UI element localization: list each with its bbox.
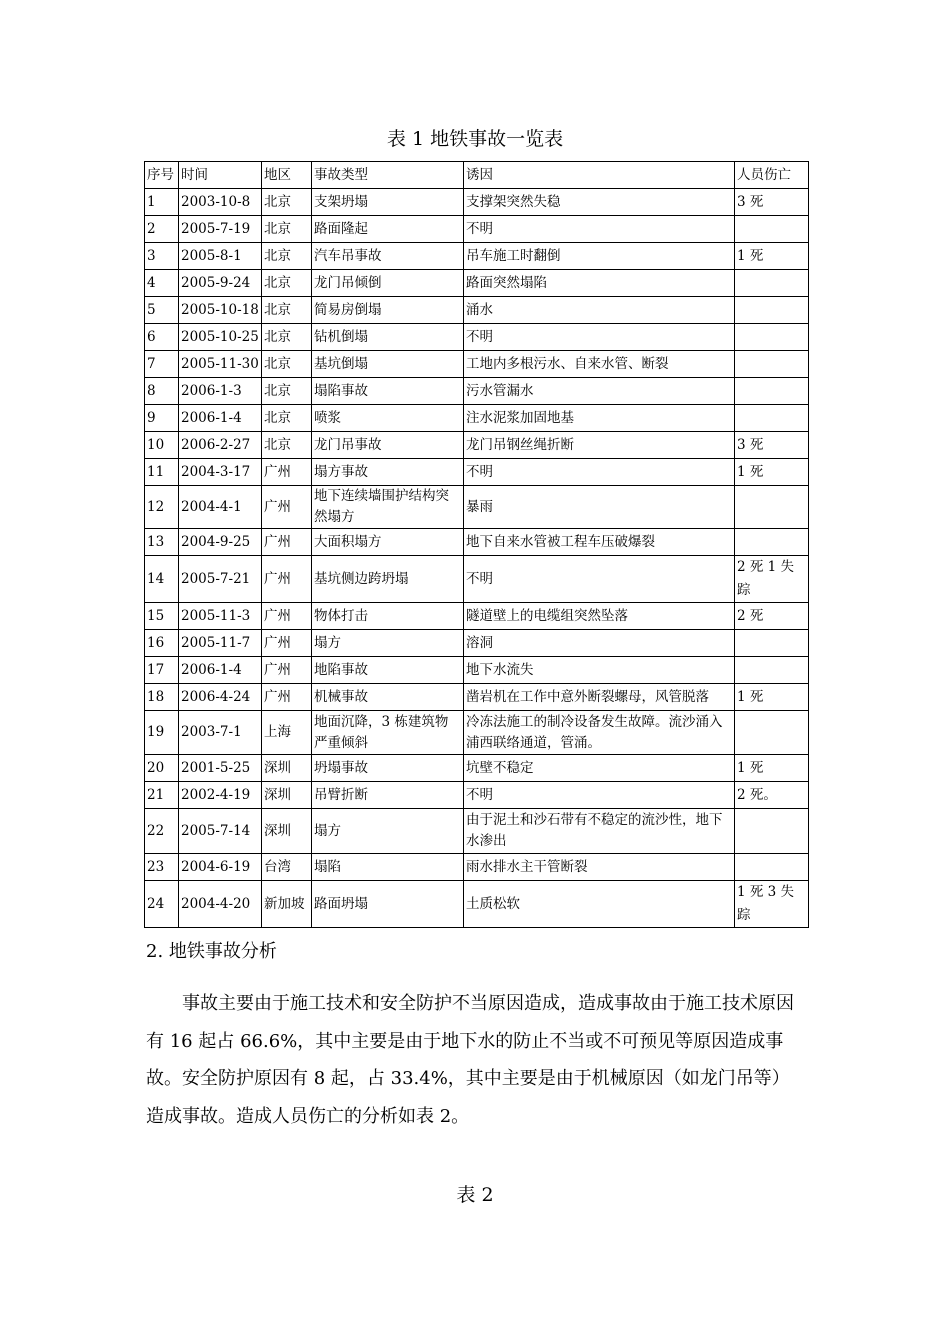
cell-casualties: 3 死 [735, 432, 809, 459]
cell-date: 2002-4-19 [179, 782, 262, 809]
cell-cause: 土质松软 [464, 881, 735, 928]
table-row [145, 854, 809, 881]
cell-index: 21 [145, 782, 179, 809]
cell-index: 10 [145, 432, 179, 459]
cell-cause: 污水管漏水 [464, 378, 735, 405]
table-row [145, 486, 809, 529]
table-row [145, 351, 809, 378]
accident-table [144, 161, 809, 928]
table-row [145, 432, 809, 459]
cell-date: 2004-9-25 [179, 529, 262, 556]
cell-date: 2004-4-20 [179, 881, 262, 928]
cell-index: 14 [145, 556, 179, 603]
cell-index: 12 [145, 486, 179, 529]
cell-region: 广州 [262, 529, 312, 556]
cell-region: 广州 [262, 459, 312, 486]
cell-index: 13 [145, 529, 179, 556]
cell-casualties [735, 486, 809, 529]
cell-cause: 不明 [464, 556, 735, 603]
cell-casualties: 2 死 [735, 603, 809, 630]
cell-index: 6 [145, 324, 179, 351]
cell-cause: 不明 [464, 782, 735, 809]
table-row [145, 684, 809, 711]
cell-accident-type: 喷浆 [312, 405, 464, 432]
header-accident-type: 事故类型 [312, 162, 464, 189]
cell-date: 2004-3-17 [179, 459, 262, 486]
cell-region: 深圳 [262, 755, 312, 782]
cell-date: 2005-11-30 [179, 351, 262, 378]
cell-accident-type: 简易房倒塌 [312, 297, 464, 324]
header-region: 地区 [262, 162, 312, 189]
cell-date: 2005-7-14 [179, 809, 262, 854]
cell-casualties: 3 死 [735, 189, 809, 216]
cell-region: 台湾 [262, 854, 312, 881]
section-heading: 2. 地铁事故分析 [146, 941, 277, 962]
cell-casualties [735, 630, 809, 657]
cell-date: 2005-9-24 [179, 270, 262, 297]
cell-region: 深圳 [262, 809, 312, 854]
cell-date: 2004-6-19 [179, 854, 262, 881]
table-row [145, 270, 809, 297]
cell-region: 北京 [262, 351, 312, 378]
table-row [145, 556, 809, 603]
cell-index: 3 [145, 243, 179, 270]
header-index: 序号 [145, 162, 179, 189]
cell-date: 2006-2-27 [179, 432, 262, 459]
cell-accident-type: 基坑倒塌 [312, 351, 464, 378]
table-row [145, 189, 809, 216]
cell-region: 广州 [262, 556, 312, 603]
cell-index: 5 [145, 297, 179, 324]
table-row [145, 881, 809, 928]
cell-casualties [735, 297, 809, 324]
cell-index: 24 [145, 881, 179, 928]
cell-cause: 工地内多根污水、自来水管、断裂 [464, 351, 735, 378]
table-row [145, 603, 809, 630]
table-row [145, 459, 809, 486]
cell-cause: 溶洞 [464, 630, 735, 657]
cell-accident-type: 塌方 [312, 809, 464, 854]
cell-accident-type: 机械事故 [312, 684, 464, 711]
cell-index: 23 [145, 854, 179, 881]
cell-index: 20 [145, 755, 179, 782]
table-row [145, 405, 809, 432]
cell-cause: 隧道壁上的电缆组突然坠落 [464, 603, 735, 630]
cell-index: 2 [145, 216, 179, 243]
cell-region: 北京 [262, 324, 312, 351]
cell-region: 广州 [262, 657, 312, 684]
cell-index: 7 [145, 351, 179, 378]
cell-region: 深圳 [262, 782, 312, 809]
cell-cause: 路面突然塌陷 [464, 270, 735, 297]
cell-casualties [735, 378, 809, 405]
cell-accident-type: 路面坍塌 [312, 881, 464, 928]
cell-cause: 不明 [464, 216, 735, 243]
table2-caption: 表 2 [456, 1184, 494, 1206]
cell-cause: 由于泥土和沙石带有不稳定的流沙性，地下水渗出 [464, 809, 735, 854]
cell-cause: 注水泥浆加固地基 [464, 405, 735, 432]
cell-casualties [735, 405, 809, 432]
cell-casualties: 1 死 [735, 755, 809, 782]
cell-index: 18 [145, 684, 179, 711]
table-row [145, 782, 809, 809]
cell-index: 4 [145, 270, 179, 297]
cell-cause: 不明 [464, 324, 735, 351]
table-row [145, 755, 809, 782]
cell-casualties: 1 死 3 失踪 [735, 881, 809, 928]
table-row [145, 711, 809, 755]
cell-casualties [735, 854, 809, 881]
cell-index: 15 [145, 603, 179, 630]
cell-date: 2004-4-1 [179, 486, 262, 529]
cell-casualties [735, 711, 809, 755]
table-row [145, 216, 809, 243]
cell-index: 16 [145, 630, 179, 657]
cell-cause: 吊车施工时翻倒 [464, 243, 735, 270]
table-row [145, 243, 809, 270]
cell-region: 广州 [262, 603, 312, 630]
cell-region: 北京 [262, 378, 312, 405]
cell-region: 广州 [262, 630, 312, 657]
cell-casualties: 1 死 [735, 459, 809, 486]
cell-accident-type: 地陷事故 [312, 657, 464, 684]
cell-accident-type: 吊臂折断 [312, 782, 464, 809]
analysis-paragraph: 事故主要由于施工技术和安全防护不当原因造成，造成事故由于施工技术原因有 16 起占 66.6%，其中主要是由于地下水的防止不当或不可预见等原因造成事故。安全防护原因有 8 起，占 33.4%，其中主要是由于机械原因（如龙门吊等）造成事故。造成人员伤亡的分析如表 2。 [146, 993, 794, 1127]
table-row [145, 297, 809, 324]
cell-cause: 涌水 [464, 297, 735, 324]
header-cause: 诱因 [464, 162, 735, 189]
cell-region: 北京 [262, 189, 312, 216]
header-date: 时间 [179, 162, 262, 189]
cell-date: 2003-7-1 [179, 711, 262, 755]
cell-cause: 地下自来水管被工程车压破爆裂 [464, 529, 735, 556]
cell-accident-type: 地下连续墙围护结构突然塌方 [312, 486, 464, 529]
cell-accident-type: 塌方事故 [312, 459, 464, 486]
table-row [145, 809, 809, 854]
table-row [145, 529, 809, 556]
cell-casualties [735, 809, 809, 854]
cell-date: 2005-8-1 [179, 243, 262, 270]
cell-date: 2006-1-4 [179, 657, 262, 684]
cell-region: 北京 [262, 432, 312, 459]
cell-date: 2005-10-18 [179, 297, 262, 324]
table-row [145, 657, 809, 684]
cell-region: 北京 [262, 405, 312, 432]
cell-region: 新加坡 [262, 881, 312, 928]
cell-accident-type: 钻机倒塌 [312, 324, 464, 351]
cell-date: 2006-1-4 [179, 405, 262, 432]
cell-region: 北京 [262, 270, 312, 297]
cell-accident-type: 支架坍塌 [312, 189, 464, 216]
cell-date: 2005-11-7 [179, 630, 262, 657]
cell-cause: 龙门吊钢丝绳折断 [464, 432, 735, 459]
table1-caption: 表 1 地铁事故一览表 [386, 128, 564, 150]
cell-date: 2005-7-19 [179, 216, 262, 243]
cell-date: 2003-10-8 [179, 189, 262, 216]
cell-casualties [735, 270, 809, 297]
cell-accident-type: 汽车吊事故 [312, 243, 464, 270]
cell-accident-type: 龙门吊事故 [312, 432, 464, 459]
table-header-row [145, 162, 809, 189]
cell-region: 上海 [262, 711, 312, 755]
cell-accident-type: 物体打击 [312, 603, 464, 630]
cell-casualties [735, 216, 809, 243]
cell-accident-type: 基坑侧边跨坍塌 [312, 556, 464, 603]
cell-casualties [735, 324, 809, 351]
cell-region: 北京 [262, 297, 312, 324]
cell-cause: 地下水流失 [464, 657, 735, 684]
cell-index: 22 [145, 809, 179, 854]
cell-cause: 坑壁不稳定 [464, 755, 735, 782]
cell-accident-type: 塌陷事故 [312, 378, 464, 405]
cell-cause: 不明 [464, 459, 735, 486]
cell-date: 2006-1-3 [179, 378, 262, 405]
cell-casualties: 2 死 1 失踪 [735, 556, 809, 603]
cell-accident-type: 坍塌事故 [312, 755, 464, 782]
cell-accident-type: 塌方 [312, 630, 464, 657]
cell-cause: 凿岩机在工作中意外断裂螺母，风管脱落 [464, 684, 735, 711]
cell-date: 2001-5-25 [179, 755, 262, 782]
cell-casualties [735, 529, 809, 556]
cell-accident-type: 塌陷 [312, 854, 464, 881]
cell-cause: 雨水排水主干管断裂 [464, 854, 735, 881]
table-row [145, 630, 809, 657]
cell-region: 北京 [262, 216, 312, 243]
cell-index: 17 [145, 657, 179, 684]
cell-date: 2005-7-21 [179, 556, 262, 603]
cell-cause: 暴雨 [464, 486, 735, 529]
cell-index: 1 [145, 189, 179, 216]
cell-casualties: 1 死 [735, 684, 809, 711]
cell-casualties: 2 死。 [735, 782, 809, 809]
cell-cause: 冷冻法施工的制冷设备发生故障。流沙涌入浦西联络通道，管涌。 [464, 711, 735, 755]
cell-accident-type: 路面隆起 [312, 216, 464, 243]
cell-region: 北京 [262, 243, 312, 270]
cell-accident-type: 地面沉降，3 栋建筑物严重倾斜 [312, 711, 464, 755]
table-row [145, 324, 809, 351]
cell-index: 9 [145, 405, 179, 432]
cell-index: 19 [145, 711, 179, 755]
cell-date: 2005-11-3 [179, 603, 262, 630]
cell-casualties [735, 657, 809, 684]
cell-index: 11 [145, 459, 179, 486]
cell-region: 广州 [262, 684, 312, 711]
cell-date: 2006-4-24 [179, 684, 262, 711]
cell-casualties: 1 死 [735, 243, 809, 270]
cell-accident-type: 大面积塌方 [312, 529, 464, 556]
table-row [145, 378, 809, 405]
cell-region: 广州 [262, 486, 312, 529]
cell-cause: 支撑架突然失稳 [464, 189, 735, 216]
cell-casualties [735, 351, 809, 378]
cell-date: 2005-10-25 [179, 324, 262, 351]
cell-accident-type: 龙门吊倾倒 [312, 270, 464, 297]
header-casualties: 人员伤亡 [735, 162, 809, 189]
cell-index: 8 [145, 378, 179, 405]
